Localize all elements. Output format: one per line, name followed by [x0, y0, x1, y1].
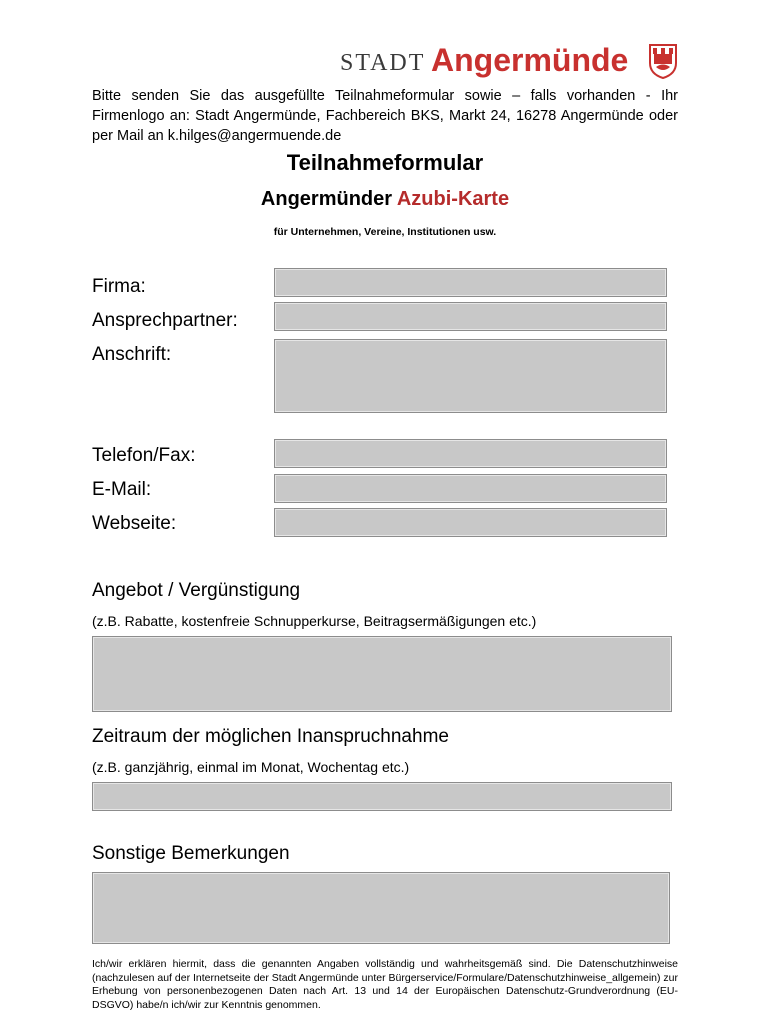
zeitraum-field[interactable]	[92, 782, 672, 811]
anschrift-field[interactable]	[274, 339, 667, 413]
telefon-field[interactable]	[274, 439, 667, 468]
webseite-field[interactable]	[274, 508, 667, 537]
ansprechpartner-label: Ansprechpartner:	[92, 310, 238, 331]
sonstige-title: Sonstige Bemerkungen	[92, 843, 290, 864]
logo-prefix: STADT	[340, 50, 426, 76]
subtitle-accent: Azubi-Karte	[396, 188, 510, 210]
sonstige-field[interactable]	[92, 872, 670, 944]
zeitraum-title: Zeitraum der möglichen Inanspruchnahme	[92, 726, 449, 747]
telefon-label: Telefon/Fax:	[92, 445, 196, 466]
logo-name: Angermünde	[431, 42, 629, 78]
page-subtitle	[0, 188, 770, 211]
email-label: E-Mail:	[92, 479, 152, 500]
page-title: Teilnahmeformular	[286, 150, 484, 175]
city-crest-icon	[648, 43, 678, 79]
angebot-title: Angebot / Vergünstigung	[92, 580, 301, 601]
zeitraum-hint: (z.B. ganzjährig, einmal im Monat, Wochentag etc.)	[92, 759, 410, 775]
privacy-declaration: Ich/wir erklären hiermit, dass die genannten Angaben vollständig und wahrheitsgemäß sind. Die Datenschutzhinweise (nachzulesen auf der Internetseite der Stadt Angermünde unter Bürgerservice/Formulare/Datenschutzhinweise_allgemein) zur Erhebung von personenbezogenen Daten nach Art. 13 und 14 der Europäischen Datenschutz-Grundverordnung (EU-DSGVO) habe/n ich/wir zur Kenntnis genommen.	[92, 958, 678, 1011]
angebot-hint: (z.B. Rabatte, kostenfreie Schnupperkurse, Beitragsermäßigungen etc.)	[92, 613, 537, 629]
ansprechpartner-field[interactable]	[274, 302, 667, 331]
firma-label: Firma:	[92, 276, 146, 297]
audience-line: für Unternehmen, Vereine, Institutionen usw.	[273, 226, 497, 238]
webseite-label: Webseite:	[92, 513, 177, 534]
subtitle-prefix: Angermünder	[260, 188, 397, 210]
intro-text: Bitte senden Sie das ausgefüllte Teilnahmeformular sowie – falls vorhanden - Ihr Firmenlogo an: Stadt Angermünde, Fachbereich BKS, Markt 24, 16278 Angermünde oder per Mail an k.hilges@angermuende.de	[92, 88, 678, 144]
anschrift-label: Anschrift:	[92, 344, 172, 365]
angebot-field[interactable]	[92, 636, 672, 712]
firma-field[interactable]	[274, 268, 667, 297]
email-field[interactable]	[274, 474, 667, 503]
